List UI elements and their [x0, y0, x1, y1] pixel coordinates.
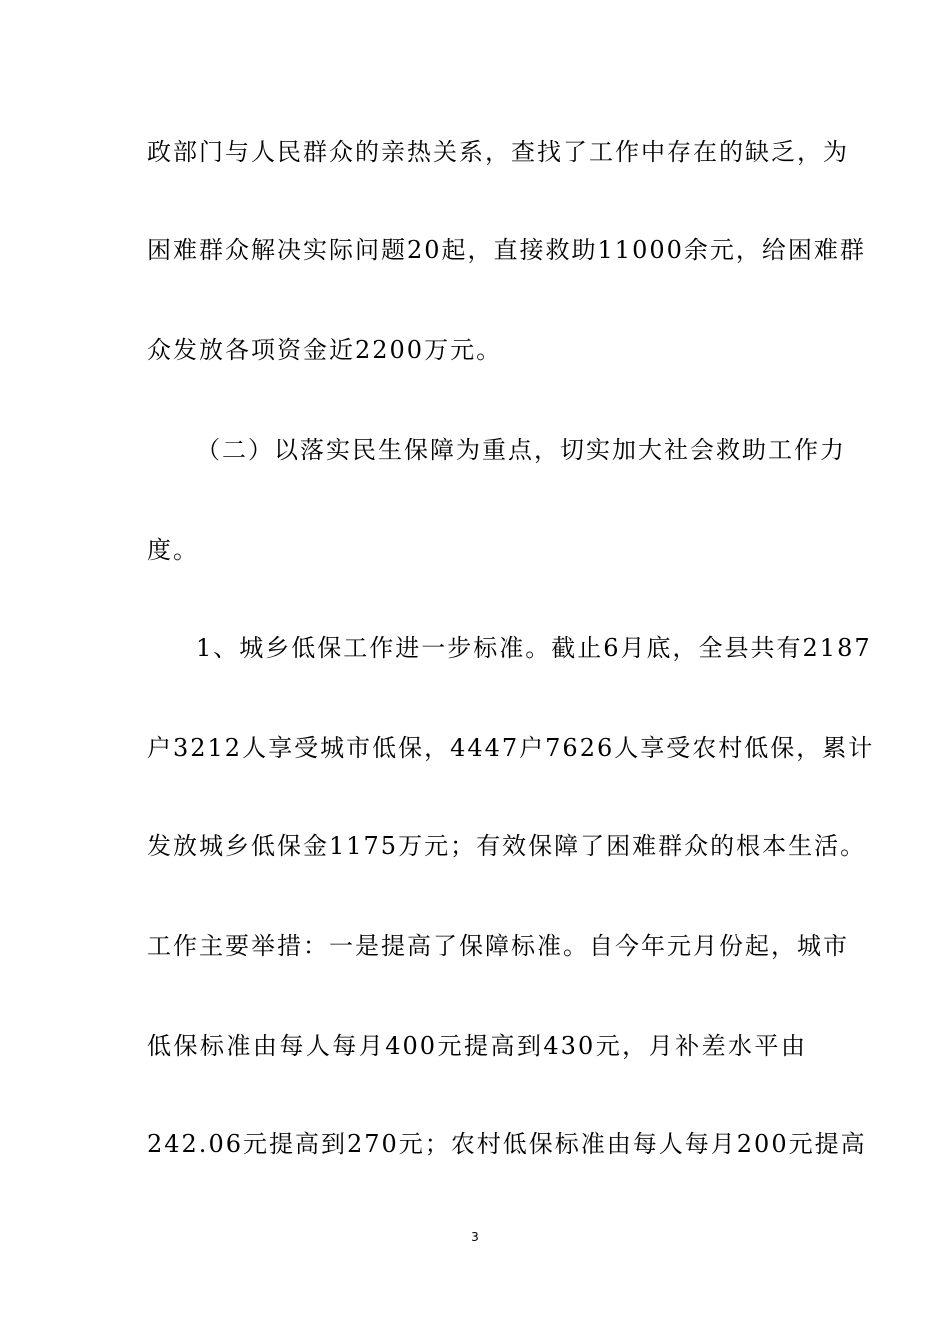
text-line: 发放城乡低保金1175万元；有效保障了困难群众的根本生活。	[147, 832, 867, 860]
text-line: 困难群众解决实际问题20起，直接救助11000余元，给困难群	[147, 236, 866, 264]
page-number: 3	[471, 1230, 479, 1244]
text-line: 1、城乡低保工作进一步标准。截止6月底，全县共有2187	[196, 634, 872, 662]
text-line: 众发放各项资金近2200万元。	[147, 336, 503, 364]
text-line: 政部门与人民群众的亲热关系，查找了工作中存在的缺乏，为	[147, 138, 849, 166]
section-heading-continued: 度。	[147, 536, 199, 564]
text-line: 工作主要举措：一是提高了保障标准。自今年元月份起，城市	[147, 932, 849, 960]
text-line: 户3212人享受城市低保，4447户7626人享受农村低保，累计	[147, 734, 875, 762]
section-heading: （二）以落实民生保障为重点，切实加大社会救助工作力	[196, 436, 846, 464]
text-line: 242.06元提高到270元；农村低保标准由每人每月200元提高	[147, 1130, 867, 1158]
text-line: 低保标准由每人每月400元提高到430元，月补差水平由	[147, 1032, 807, 1060]
